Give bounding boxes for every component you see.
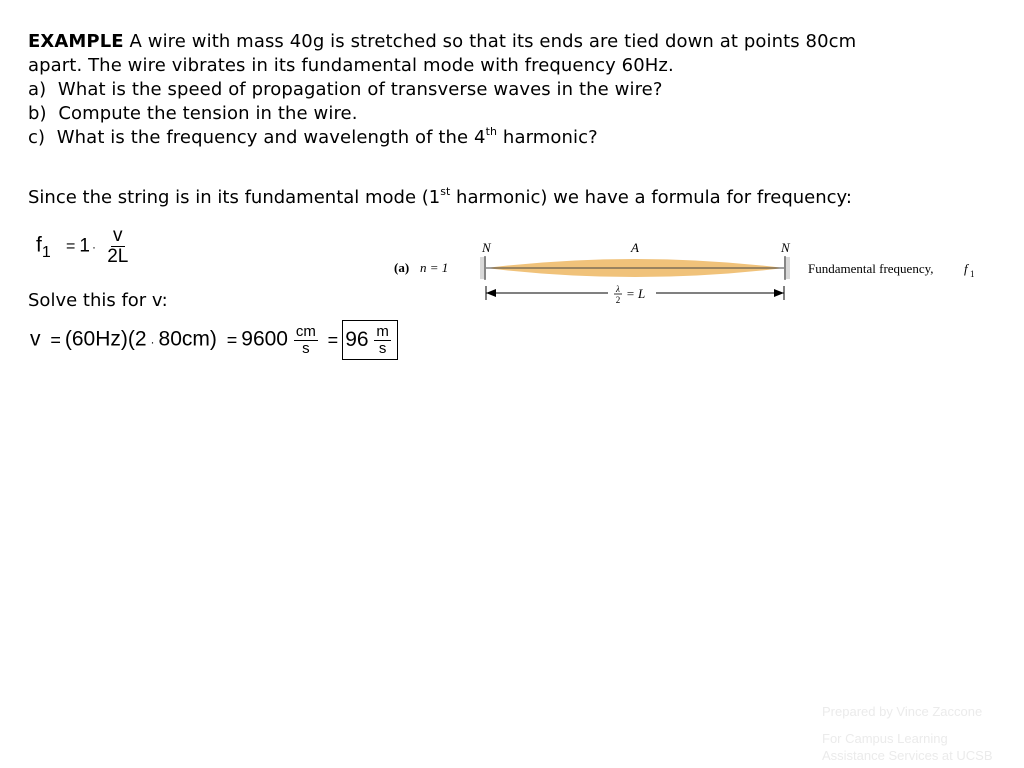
part-a-text: What is the speed of propagation of transverse waves in the wire?: [57, 79, 663, 100]
problem-statement: [28, 30, 988, 150]
antinode-label: A: [631, 240, 639, 255]
eq2-expression-b: 80cm): [158, 327, 217, 351]
caption-subscript: 1: [970, 269, 975, 279]
standing-wave-svg: [386, 234, 986, 309]
footer-organization: [822, 730, 993, 764]
length-arrow-left-head: [486, 289, 496, 297]
since-text-end: harmonic) we have a formula for frequency:: [450, 187, 852, 208]
eq1-lhs: f: [36, 233, 42, 257]
eq2-equals-3: =: [327, 329, 339, 350]
part-c: [28, 126, 988, 150]
eq2-unit-numerator: cm: [295, 322, 316, 340]
length-arrow-right-head: [774, 289, 784, 297]
footer-organization-line-1: For Campus Learning: [822, 731, 948, 746]
harmonic-number: n = 1: [420, 260, 449, 275]
answer-unit-denominator: s: [378, 339, 387, 357]
answer-unit-fraction: [374, 324, 391, 357]
part-b-text: Compute the tension in the wire.: [58, 103, 358, 124]
problem-line-2: apart. The wire vibrates in its fundamental mode with frequency 60Hz.: [28, 55, 674, 76]
eq1-numerator: v: [113, 225, 123, 246]
speed-equation: [30, 320, 398, 360]
footer-prepared-by: Prepared by Vince Zaccone: [822, 704, 983, 719]
since-text: Since the string is in its fundamental mode (1: [28, 187, 441, 208]
part-a: [28, 78, 988, 102]
answer-value: 96: [345, 328, 369, 351]
eq2-unit-fraction: [294, 324, 318, 357]
node-right-label: N: [781, 240, 790, 255]
eq2-unit-denominator: s: [302, 339, 310, 357]
eq2-equals-1: =: [50, 329, 61, 350]
node-left-label: N: [482, 240, 491, 255]
eq1-lhs-subscript: 1: [41, 244, 51, 262]
eq2-value: 9600: [241, 327, 288, 351]
part-b-marker: b): [28, 103, 47, 124]
solve-instruction: Solve this for v:: [28, 290, 168, 311]
diagram-caption: Fundamental frequency,: [808, 261, 934, 276]
problem-line-1: [28, 30, 988, 54]
eq2-lhs: v: [30, 327, 41, 351]
problem-text-1: A wire with mass 40g is stretched so that its ends are tied down at points 80cm: [129, 31, 857, 52]
example-heading: EXAMPLE: [28, 31, 124, 52]
part-a-marker: a): [28, 79, 47, 100]
footer-organization-line-2: Assistance Services at UCSB: [822, 748, 993, 763]
part-b: [28, 102, 988, 126]
eq1-coefficient: 1: [79, 235, 90, 257]
eq1-denominator: 2L: [107, 245, 129, 267]
lambda-denominator: 2: [615, 295, 621, 305]
length-equation: = L: [626, 286, 646, 301]
part-c-marker: c): [28, 127, 46, 148]
eq2-cdot: ·: [150, 334, 155, 349]
answer-box: [342, 320, 398, 360]
eq2-expression-a: (60Hz)(2: [64, 327, 147, 351]
explanation-text: [28, 186, 852, 210]
standing-wave-diagram: [386, 234, 986, 313]
caption-symbol: f: [964, 261, 968, 276]
since-superscript: st: [440, 185, 451, 198]
eq1-cdot: ·: [91, 240, 96, 255]
part-c-superscript: th: [485, 125, 498, 138]
lambda-numerator: λ: [616, 284, 620, 294]
eq2-equals-2: =: [226, 329, 238, 350]
answer-unit-numerator: m: [376, 322, 389, 340]
eq1-fraction: [105, 226, 130, 267]
part-c-text: What is the frequency and wavelength of the 4: [56, 127, 486, 148]
part-c-text-end: harmonic?: [497, 127, 598, 148]
frequency-equation: [36, 226, 130, 267]
panel-label: (a): [394, 260, 410, 275]
eq1-equals: =: [66, 238, 76, 256]
